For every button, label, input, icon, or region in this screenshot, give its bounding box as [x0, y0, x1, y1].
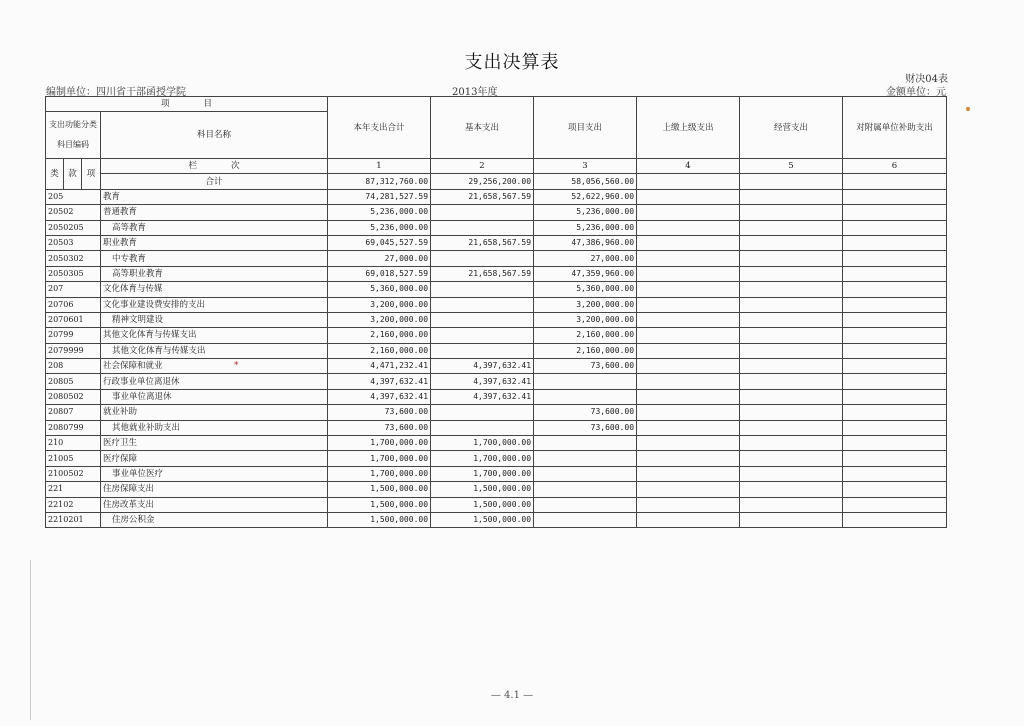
- amount-cell: [534, 374, 637, 389]
- amount-cell: [637, 266, 740, 281]
- amount-cell: [843, 312, 947, 327]
- fiscal-year: 2013年度: [452, 87, 498, 98]
- subject-name-cell: 住房改革支出: [101, 497, 328, 512]
- amount-cell: [637, 359, 740, 374]
- amount-cell: [843, 343, 947, 358]
- amount-cell: 5,360,000.00: [534, 282, 637, 297]
- amount-cell: 1,500,000.00: [328, 482, 431, 497]
- total-label: 合计: [101, 174, 328, 189]
- amount-cell: [843, 328, 947, 343]
- amount-cell: 5,236,000.00: [328, 220, 431, 235]
- func-code-cell: 208: [46, 359, 101, 374]
- func-code-cell: 2070601: [46, 312, 101, 327]
- paper-speck: [966, 107, 970, 111]
- func-code-cell: 20807: [46, 405, 101, 420]
- subject-name-cell: 高等职业教育: [101, 266, 328, 281]
- amount-cell: [843, 466, 947, 481]
- amount-cell: [637, 312, 740, 327]
- amount-cell: [534, 497, 637, 512]
- amount-cell: 73,600.00: [328, 420, 431, 435]
- kuan-header: 款: [64, 159, 82, 190]
- amount-cell: 1,700,000.00: [431, 436, 534, 451]
- table-row: [46, 420, 947, 435]
- amount-cell: 52,622,960.00: [534, 189, 637, 204]
- amount-cell: 1,700,000.00: [431, 466, 534, 481]
- amount-cell: [740, 359, 843, 374]
- xiang-header: 项: [82, 159, 101, 190]
- func-code-cell: 2100502: [46, 466, 101, 481]
- amount-cell: [740, 266, 843, 281]
- func-code-cell: 21005: [46, 451, 101, 466]
- table-row: [46, 497, 947, 512]
- amount-cell: [740, 436, 843, 451]
- subject-name-cell: 事业单位医疗: [101, 466, 328, 481]
- amount-cell: [843, 451, 947, 466]
- amount-cell: [843, 251, 947, 266]
- col-header-remit: 上缴上级支出: [637, 97, 740, 159]
- func-code-cell: 20805: [46, 374, 101, 389]
- amount-cell: 1,700,000.00: [328, 436, 431, 451]
- amount-cell: 4,397,632.41: [328, 389, 431, 404]
- amount-cell: 73,600.00: [534, 420, 637, 435]
- amount-cell: [843, 205, 947, 220]
- amount-cell: [740, 374, 843, 389]
- amount-cell: 1,700,000.00: [328, 466, 431, 481]
- table-row: [46, 343, 947, 358]
- table-row: [46, 312, 947, 327]
- amount-cell: [534, 466, 637, 481]
- amount-cell: [843, 512, 947, 527]
- func-code-cell: 2050302: [46, 251, 101, 266]
- amount-cell: [843, 436, 947, 451]
- amount-cell: [843, 220, 947, 235]
- amount-unit: 金额单位：元: [886, 87, 946, 98]
- amount-cell: 1,700,000.00: [431, 451, 534, 466]
- amount-cell: [431, 282, 534, 297]
- lei-header: 类: [46, 159, 64, 190]
- amount-cell: [637, 436, 740, 451]
- amount-cell: [637, 343, 740, 358]
- amount-cell: [843, 235, 947, 250]
- subject-name-cell: 文化事业建设费安排的支出: [101, 297, 328, 312]
- amount-cell: 1,700,000.00: [328, 451, 431, 466]
- total-value: [843, 174, 947, 189]
- amount-cell: [740, 343, 843, 358]
- func-code-cell: 210: [46, 436, 101, 451]
- total-value: [637, 174, 740, 189]
- amount-cell: 4,397,632.41: [431, 359, 534, 374]
- amount-cell: [740, 297, 843, 312]
- amount-cell: [740, 466, 843, 481]
- table-row: [46, 451, 947, 466]
- func-code-cell: 205: [46, 189, 101, 204]
- header-row-1: [46, 97, 947, 112]
- expenditure-table: [45, 96, 947, 528]
- subject-name-header: 科目名称: [101, 112, 328, 159]
- col-header-project: 项目支出: [534, 97, 637, 159]
- amount-cell: [843, 497, 947, 512]
- amount-cell: 1,500,000.00: [328, 497, 431, 512]
- subject-name-cell: 中专教育: [101, 251, 328, 266]
- table-row: [46, 512, 947, 527]
- col-header-subsidy: 对附属单位补助支出: [843, 97, 947, 159]
- amount-cell: [740, 189, 843, 204]
- total-value: 58,056,560.00: [534, 174, 637, 189]
- amount-cell: 73,600.00: [328, 405, 431, 420]
- table-row: [46, 297, 947, 312]
- amount-cell: 27,000.00: [328, 251, 431, 266]
- table-row: [46, 466, 947, 481]
- amount-cell: 3,200,000.00: [328, 297, 431, 312]
- table-row: [46, 205, 947, 220]
- amount-cell: [843, 359, 947, 374]
- amount-cell: [740, 420, 843, 435]
- amount-cell: [637, 451, 740, 466]
- amount-cell: [843, 389, 947, 404]
- table-row: [46, 405, 947, 420]
- amount-cell: [740, 235, 843, 250]
- amount-cell: [431, 343, 534, 358]
- stray-mark: *: [234, 361, 239, 371]
- amount-cell: [740, 512, 843, 527]
- func-code-cell: 2210201: [46, 512, 101, 527]
- form-number: 财决04表: [905, 74, 948, 85]
- amount-cell: [431, 312, 534, 327]
- amount-cell: [843, 266, 947, 281]
- func-code-cell: 2079999: [46, 343, 101, 358]
- subject-name-cell: 社会保障和就业: [101, 359, 328, 374]
- amount-cell: 5,360,000.00: [328, 282, 431, 297]
- func-code-cell: 2050205: [46, 220, 101, 235]
- subject-name-cell: 其他文化体育与传媒支出: [101, 328, 328, 343]
- table-row: [46, 359, 947, 374]
- amount-cell: [534, 436, 637, 451]
- amount-cell: [843, 282, 947, 297]
- page-title: 支出决算表: [464, 52, 560, 73]
- amount-cell: 2,160,000.00: [328, 343, 431, 358]
- amount-cell: [740, 205, 843, 220]
- compiling-unit: 编制单位：四川省干部函授学院: [46, 87, 186, 98]
- subject-name-cell: 普通教育: [101, 205, 328, 220]
- amount-cell: [637, 235, 740, 250]
- amount-cell: 27,000.00: [534, 251, 637, 266]
- amount-cell: [843, 297, 947, 312]
- amount-cell: [637, 251, 740, 266]
- func-code-cell: 2050305: [46, 266, 101, 281]
- amount-cell: 21,658,567.59: [431, 235, 534, 250]
- amount-cell: [843, 405, 947, 420]
- col-num: 3: [534, 159, 637, 174]
- amount-cell: [637, 282, 740, 297]
- amount-cell: 3,200,000.00: [328, 312, 431, 327]
- func-code-cell: 2080799: [46, 420, 101, 435]
- amount-cell: 4,397,632.41: [431, 374, 534, 389]
- table-row: [46, 436, 947, 451]
- amount-cell: [740, 328, 843, 343]
- amount-cell: 47,359,960.00: [534, 266, 637, 281]
- subject-name-cell: 住房保障支出: [101, 482, 328, 497]
- amount-cell: [637, 205, 740, 220]
- amount-cell: [637, 466, 740, 481]
- amount-cell: [431, 420, 534, 435]
- amount-cell: [740, 451, 843, 466]
- amount-cell: 73,600.00: [534, 405, 637, 420]
- table-row: [46, 482, 947, 497]
- total-value: 29,256,200.00: [431, 174, 534, 189]
- amount-cell: [637, 512, 740, 527]
- amount-cell: [740, 405, 843, 420]
- func-code-cell: 22102: [46, 497, 101, 512]
- amount-cell: [637, 189, 740, 204]
- amount-cell: 69,045,527.59: [328, 235, 431, 250]
- item-header: 项 目: [46, 97, 328, 112]
- table-row: [46, 220, 947, 235]
- func-code-header: 支出功能分类科目编码: [46, 112, 101, 159]
- subject-name-cell: 教育: [101, 189, 328, 204]
- total-value: 87,312,760.00: [328, 174, 431, 189]
- col-num: 2: [431, 159, 534, 174]
- amount-cell: 2,160,000.00: [328, 328, 431, 343]
- amount-cell: [843, 482, 947, 497]
- amount-cell: 73,600.00: [534, 359, 637, 374]
- amount-cell: [637, 374, 740, 389]
- amount-cell: [637, 328, 740, 343]
- amount-cell: [534, 512, 637, 527]
- amount-cell: 5,236,000.00: [534, 220, 637, 235]
- col-num: 5: [740, 159, 843, 174]
- amount-cell: 3,200,000.00: [534, 312, 637, 327]
- amount-cell: 1,500,000.00: [431, 482, 534, 497]
- amount-cell: 21,658,567.59: [431, 189, 534, 204]
- amount-cell: [637, 405, 740, 420]
- subject-name-cell: 就业补助: [101, 405, 328, 420]
- amount-cell: 69,018,527.59: [328, 266, 431, 281]
- amount-cell: [431, 251, 534, 266]
- subject-name-cell: 其他文化体育与传媒支出: [101, 343, 328, 358]
- amount-cell: [637, 497, 740, 512]
- amount-cell: [431, 405, 534, 420]
- total-row: [46, 174, 947, 189]
- amount-cell: [431, 220, 534, 235]
- amount-cell: [534, 482, 637, 497]
- col-header-total: 本年支出合计: [328, 97, 431, 159]
- amount-cell: [637, 297, 740, 312]
- amount-cell: 2,160,000.00: [534, 328, 637, 343]
- amount-cell: [740, 482, 843, 497]
- table-row: [46, 389, 947, 404]
- subject-name-cell: 其他就业补助支出: [101, 420, 328, 435]
- amount-cell: 4,471,232.41: [328, 359, 431, 374]
- col-num: 1: [328, 159, 431, 174]
- amount-cell: [431, 297, 534, 312]
- amount-cell: 2,160,000.00: [534, 343, 637, 358]
- amount-cell: 5,236,000.00: [328, 205, 431, 220]
- amount-cell: [431, 205, 534, 220]
- func-code-cell: 20706: [46, 297, 101, 312]
- amount-cell: [534, 451, 637, 466]
- amount-cell: [843, 420, 947, 435]
- subject-name-cell: 精神文明建设: [101, 312, 328, 327]
- amount-cell: 47,386,960.00: [534, 235, 637, 250]
- table-row: [46, 374, 947, 389]
- subject-name-cell: 职业教育: [101, 235, 328, 250]
- func-code-cell: 2080502: [46, 389, 101, 404]
- amount-cell: [637, 220, 740, 235]
- page-number: — 4.1 —: [490, 690, 534, 701]
- col-header-operating: 经营支出: [740, 97, 843, 159]
- table-row: [46, 235, 947, 250]
- col-num: 4: [637, 159, 740, 174]
- amount-cell: 74,281,527.59: [328, 189, 431, 204]
- subject-name-cell: 高等教育: [101, 220, 328, 235]
- amount-cell: 1,500,000.00: [328, 512, 431, 527]
- subject-name-cell: 事业单位离退休: [101, 389, 328, 404]
- func-code-cell: 207: [46, 282, 101, 297]
- func-code-cell: 20799: [46, 328, 101, 343]
- col-num: 6: [843, 159, 947, 174]
- subject-name-cell: 医疗保障: [101, 451, 328, 466]
- table-row: [46, 251, 947, 266]
- amount-cell: [637, 389, 740, 404]
- subject-name-cell: 住房公积金: [101, 512, 328, 527]
- subject-name-cell: 医疗卫生: [101, 436, 328, 451]
- func-code-cell: 221: [46, 482, 101, 497]
- amount-cell: [534, 389, 637, 404]
- total-value: [740, 174, 843, 189]
- amount-cell: [740, 497, 843, 512]
- col-header-basic: 基本支出: [431, 97, 534, 159]
- table-row: [46, 328, 947, 343]
- lanci-label: 栏 次: [101, 159, 328, 174]
- amount-cell: [740, 282, 843, 297]
- subject-name-cell: 文化体育与传媒: [101, 282, 328, 297]
- amount-cell: 4,397,632.41: [328, 374, 431, 389]
- amount-cell: [740, 389, 843, 404]
- amount-cell: 3,200,000.00: [534, 297, 637, 312]
- amount-cell: [843, 189, 947, 204]
- amount-cell: 21,658,567.59: [431, 266, 534, 281]
- table-row: [46, 266, 947, 281]
- amount-cell: [740, 251, 843, 266]
- func-code-cell: 20502: [46, 205, 101, 220]
- table-row: [46, 282, 947, 297]
- func-code-cell: 20503: [46, 235, 101, 250]
- amount-cell: 1,500,000.00: [431, 497, 534, 512]
- amount-cell: [431, 328, 534, 343]
- amount-cell: 4,397,632.41: [431, 389, 534, 404]
- amount-cell: [740, 312, 843, 327]
- amount-cell: 5,236,000.00: [534, 205, 637, 220]
- amount-cell: [843, 374, 947, 389]
- amount-cell: 1,500,000.00: [431, 512, 534, 527]
- amount-cell: [637, 420, 740, 435]
- lanci-row: [46, 159, 947, 174]
- amount-cell: [740, 220, 843, 235]
- amount-cell: [637, 482, 740, 497]
- table-row: [46, 189, 947, 204]
- subject-name-cell: 行政事业单位离退休: [101, 374, 328, 389]
